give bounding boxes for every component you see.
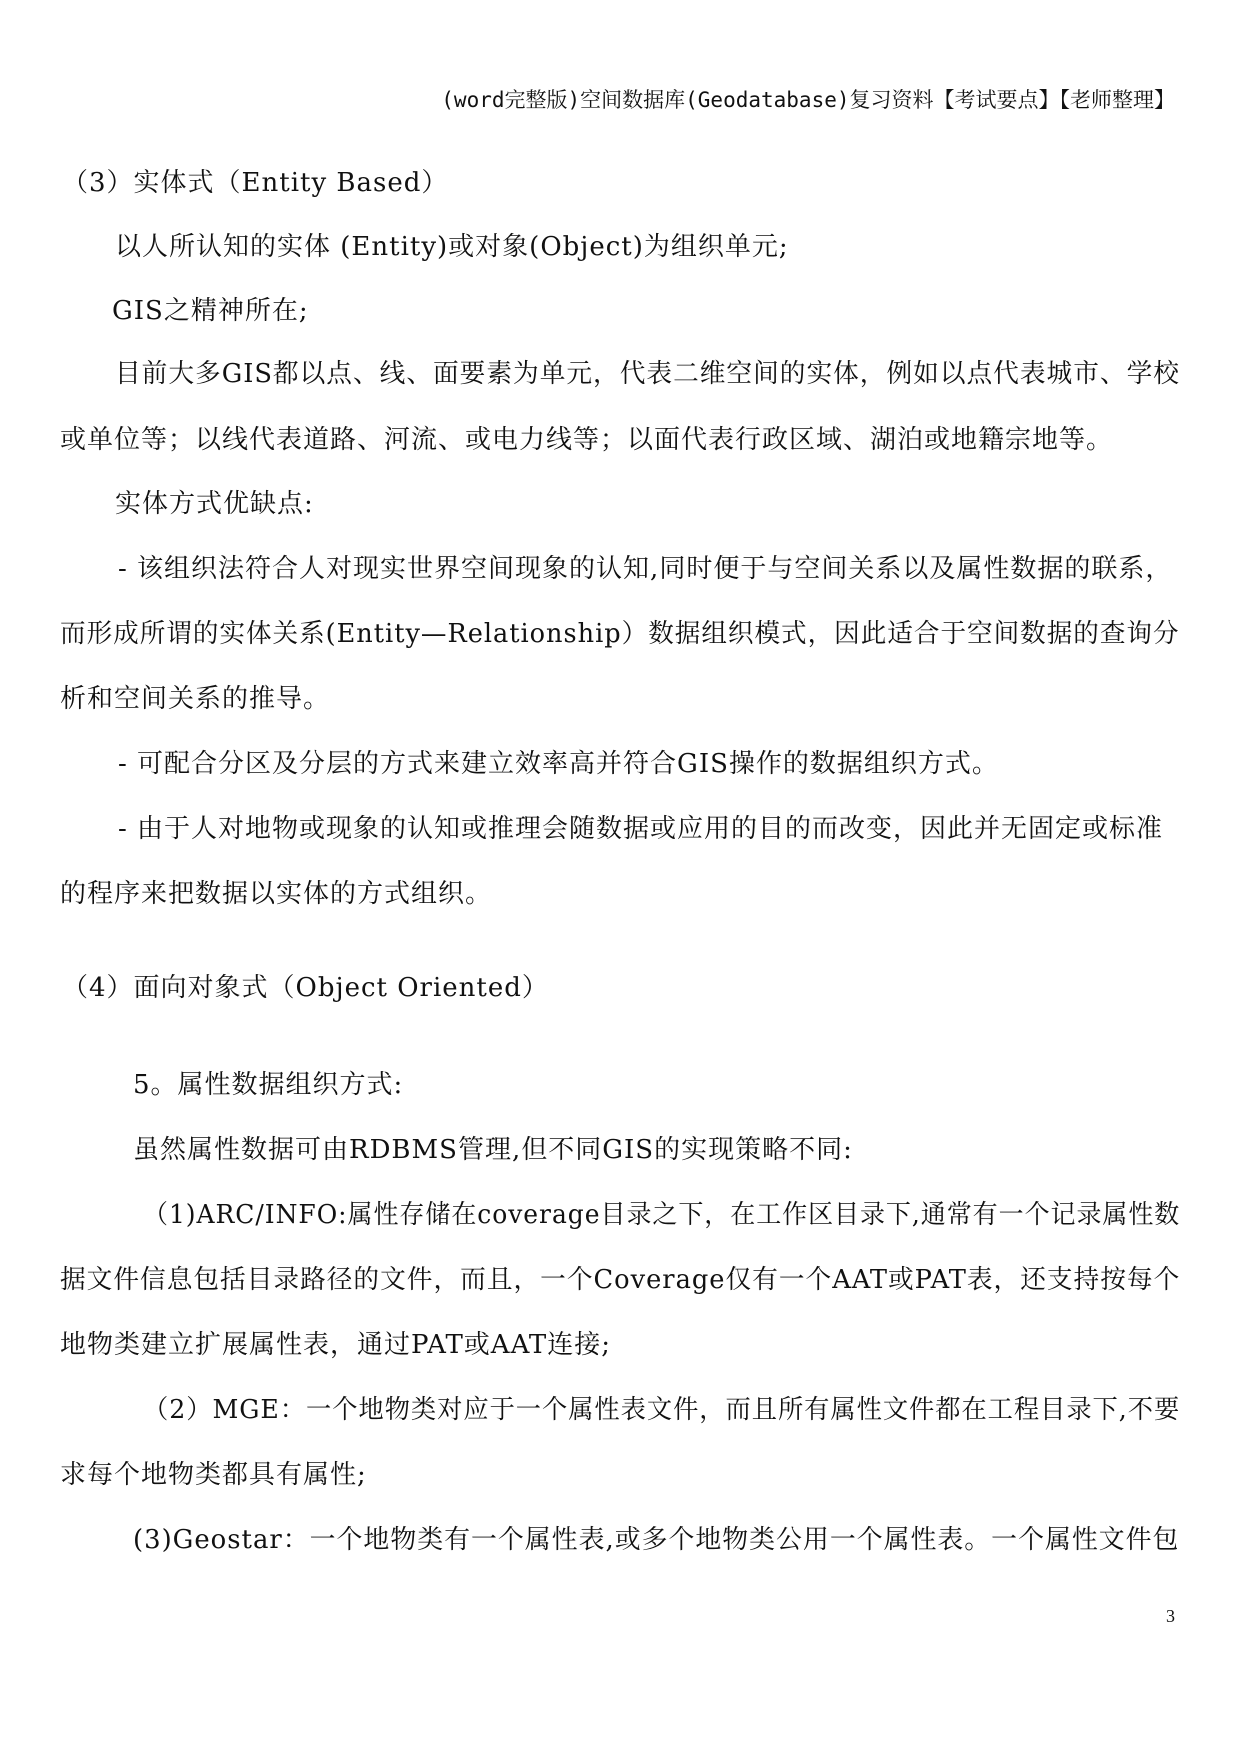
paragraph-line: 而形成所谓的实体关系(Entity—Relationship）数据组织模式，因此适合于空间数据的查询分 <box>60 619 1180 649</box>
bullet-line: - 该组织法符合人对现实世界空间现象的认知,同时便于与空间关系以及属性数据的联系， <box>118 554 1173 584</box>
paragraph-line: 地物类建立扩展属性表，通过PAT或AAT连接; <box>60 1330 612 1360</box>
paragraph-line: (3)Geostar：一个地物类有一个属性表,或多个地物类公用一个属性表。一个属性文件包 <box>133 1525 1180 1555</box>
heading-object-oriented: （4）面向对象式（Object Oriented） <box>62 973 549 1003</box>
paragraph-line: 析和空间关系的推导。 <box>60 684 331 714</box>
section-heading: 5。属性数据组织方式: <box>133 1070 404 1100</box>
paragraph-line: 实体方式优缺点: <box>115 489 314 519</box>
paragraph-line: 虽然属性数据可由RDBMS管理,但不同GIS的实现策略不同: <box>133 1135 853 1165</box>
paragraph-line: 以人所认知的实体 (Entity)或对象(Object)为组织单元; <box>115 232 789 262</box>
paragraph-line: 或单位等；以线代表道路、河流、或电力线等；以面代表行政区域、湖泊或地籍宗地等。 <box>60 425 1114 455</box>
paragraph-line: 目前大多GIS都以点、线、面要素为单元，代表二维空间的实体，例如以点代表城市、学校 <box>115 359 1180 389</box>
paragraph-line: 据文件信息包括目录路径的文件，而且，一个Coverage仅有一个AAT或PAT表，还支持按每个 <box>60 1265 1181 1295</box>
paragraph-line: 的程序来把数据以实体的方式组织。 <box>60 879 493 909</box>
page-number: 3 <box>1166 1606 1175 1626</box>
bullet-line: - 可配合分区及分层的方式来建立效率高并符合GIS操作的数据组织方式。 <box>118 749 999 779</box>
paragraph-line: GIS之精神所在; <box>112 296 309 326</box>
bullet-line: - 由于人对地物或现象的认知或推理会随数据或应用的目的而改变，因此并无固定或标准 <box>118 814 1164 844</box>
heading-entity-based: （3）实体式（Entity Based） <box>62 168 449 198</box>
paragraph-line: （2）MGE：一个地物类对应于一个属性表文件，而且所有属性文件都在工程目录下,不要 <box>143 1395 1181 1425</box>
running-header: (word完整版)空间数据库(Geodatabase)复习资料【考试要点】【老师整理】 <box>441 88 1175 112</box>
paragraph-line: （1)ARC/INFO:属性存储在coverage目录之下，在工作区目录下,通常有一个记录属性数 <box>143 1200 1181 1230</box>
paragraph-line: 求每个地物类都具有属性; <box>60 1460 367 1490</box>
